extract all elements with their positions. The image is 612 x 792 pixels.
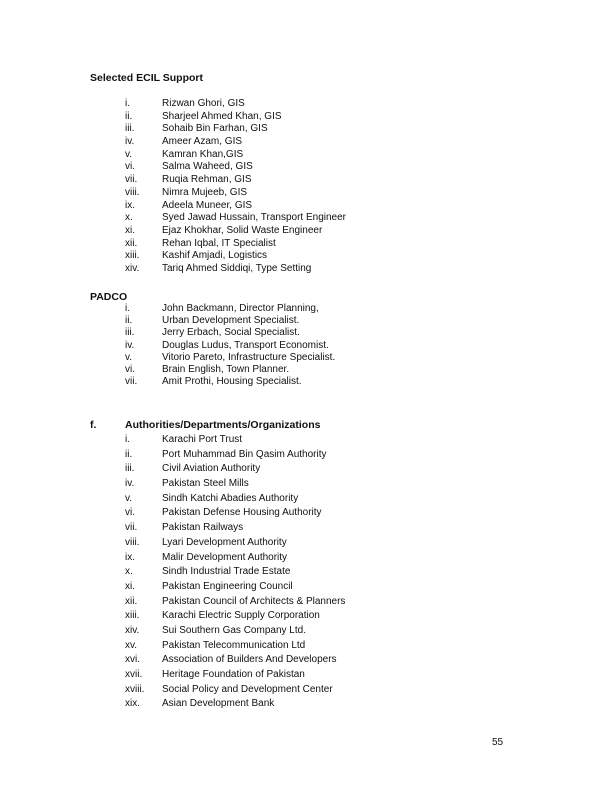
list-item-number: iv. bbox=[125, 136, 135, 148]
list-item bbox=[125, 200, 346, 213]
list-item-number: iii. bbox=[125, 327, 135, 339]
list-item-text: Civil Aviation Authority bbox=[162, 463, 261, 475]
list-item-number: x. bbox=[125, 212, 133, 224]
list-item-number: xiv. bbox=[125, 624, 140, 636]
list-item-number: vii. bbox=[125, 376, 138, 388]
list-item-number: i. bbox=[125, 98, 130, 109]
list-item-text: Nimra Mujeeb, GIS bbox=[162, 186, 248, 198]
list-item bbox=[125, 462, 345, 477]
list-item-number: ix. bbox=[125, 551, 135, 563]
list-item-text: Rehan Iqbal, IT Specialist bbox=[162, 237, 276, 249]
list-item-text: Adeela Muneer, GIS bbox=[162, 199, 253, 211]
list-item-text: Salma Waheed, GIS bbox=[162, 161, 253, 173]
list-item bbox=[125, 580, 345, 595]
list-item-number: iii. bbox=[125, 123, 135, 135]
list-item bbox=[125, 565, 345, 580]
list-item-text: Ameer Azam, GIS bbox=[162, 136, 243, 148]
padco-list bbox=[125, 303, 335, 388]
list-item-text: Ruqia Rehman, GIS bbox=[162, 174, 252, 186]
list-item bbox=[125, 376, 335, 388]
list-item bbox=[125, 327, 335, 339]
list-item-number: v. bbox=[125, 148, 133, 160]
list-item bbox=[125, 653, 345, 668]
list-item bbox=[125, 123, 346, 136]
list-item-number: viii. bbox=[125, 536, 140, 548]
list-item-text: Tariq Ahmed Siddiqi, Type Setting bbox=[162, 262, 312, 274]
list-item-number: xii. bbox=[125, 237, 138, 249]
list-item-text: Sindh Katchi Abadies Authority bbox=[162, 492, 299, 504]
list-item-number: vi. bbox=[125, 507, 135, 519]
section-heading-ecil: Selected ECIL Support bbox=[90, 72, 203, 84]
list-item-text: Sindh Industrial Trade Estate bbox=[162, 566, 291, 578]
list-item bbox=[125, 364, 335, 376]
list-item-text: Malir Development Authority bbox=[162, 551, 288, 563]
list-item-text: Heritage Foundation of Pakistan bbox=[162, 669, 305, 680]
list-item-number: x. bbox=[125, 566, 133, 578]
list-item bbox=[125, 149, 346, 162]
list-item bbox=[125, 697, 345, 712]
list-item-text: Ejaz Khokhar, Solid Waste Engineer bbox=[162, 224, 323, 236]
list-item bbox=[125, 225, 346, 238]
list-item-text: Pakistan Telecommunication Ltd bbox=[162, 639, 306, 651]
list-item-number: vi. bbox=[125, 161, 135, 173]
list-item-number: xiii. bbox=[125, 250, 140, 262]
list-item-number: vii. bbox=[125, 174, 138, 186]
list-item-number: ii. bbox=[125, 110, 133, 122]
list-item-text: Port Muhammad Bin Qasim Authority bbox=[162, 448, 327, 460]
list-item bbox=[125, 303, 335, 315]
list-item bbox=[125, 492, 345, 507]
list-item bbox=[125, 521, 345, 536]
list-item-text: Syed Jawad Hussain, Transport Engineer bbox=[162, 212, 346, 224]
list-item-text: Sohaib Bin Farhan, GIS bbox=[162, 123, 268, 135]
list-item bbox=[125, 161, 346, 174]
list-item bbox=[125, 477, 345, 492]
list-item bbox=[125, 238, 346, 251]
list-item bbox=[125, 536, 345, 551]
list-item-number: ix. bbox=[125, 199, 135, 211]
list-item-text: Rizwan Ghori, GIS bbox=[162, 98, 245, 109]
list-item-number: iii. bbox=[125, 463, 135, 475]
list-item-text: Karachi Electric Supply Corporation bbox=[162, 610, 320, 622]
list-item-number: xii. bbox=[125, 595, 138, 607]
list-item-text: Lyari Development Authority bbox=[162, 536, 287, 548]
list-item-text: Amit Prothi, Housing Specialist. bbox=[162, 376, 302, 388]
list-item bbox=[125, 595, 345, 610]
list-item-number: viii. bbox=[125, 186, 140, 198]
list-item-number: vii. bbox=[125, 522, 138, 534]
ecil-support-list bbox=[125, 98, 346, 276]
list-item-number: ii. bbox=[125, 448, 133, 460]
list-item-number: xvi. bbox=[125, 654, 140, 666]
list-item-number: v. bbox=[125, 492, 133, 504]
list-item-text: Pakistan Engineering Council bbox=[162, 580, 293, 592]
list-item-number: ii. bbox=[125, 315, 133, 327]
list-item bbox=[125, 506, 345, 521]
list-item bbox=[125, 174, 346, 187]
list-item bbox=[125, 551, 345, 566]
list-item-number: xviii. bbox=[125, 683, 145, 695]
list-item-number: i. bbox=[125, 434, 130, 445]
list-item bbox=[125, 609, 345, 624]
list-item-number: xi. bbox=[125, 224, 135, 236]
list-item-text: Urban Development Specialist. bbox=[162, 315, 300, 327]
list-item-text: Douglas Ludus, Transport Economist. bbox=[162, 339, 329, 351]
list-item-number: v. bbox=[125, 351, 133, 363]
section-heading-padco: PADCO bbox=[90, 291, 128, 303]
authorities-list bbox=[125, 433, 345, 712]
list-item-number: xvii. bbox=[125, 669, 143, 680]
list-item-number: xiii. bbox=[125, 610, 140, 622]
list-item-number: i. bbox=[125, 303, 130, 314]
list-item bbox=[125, 212, 346, 225]
list-item bbox=[125, 111, 346, 124]
section-heading-authorities: Authorities/Departments/Organizations bbox=[125, 419, 321, 431]
list-item bbox=[125, 250, 346, 263]
list-item-number: iv. bbox=[125, 478, 135, 490]
section-letter: f. bbox=[90, 419, 97, 431]
list-item-number: xv. bbox=[125, 639, 138, 651]
list-item-text: John Backmann, Director Planning, bbox=[162, 303, 319, 314]
list-item bbox=[125, 315, 335, 327]
list-item bbox=[125, 340, 335, 352]
list-item bbox=[125, 639, 345, 654]
list-item bbox=[125, 263, 346, 276]
list-item bbox=[125, 624, 345, 639]
list-item-number: xiv. bbox=[125, 262, 140, 274]
list-item-number: iv. bbox=[125, 339, 135, 351]
list-item-text: Kamran Khan,GIS bbox=[162, 148, 244, 160]
list-item bbox=[125, 187, 346, 200]
list-item-text: Pakistan Steel Mills bbox=[162, 478, 249, 490]
list-item bbox=[125, 433, 345, 448]
list-item-number: vi. bbox=[125, 363, 135, 375]
list-item-text: Association of Builders And Developers bbox=[162, 654, 337, 666]
list-item-text: Pakistan Defense Housing Authority bbox=[162, 507, 322, 519]
list-item-text: Asian Development Bank bbox=[162, 698, 275, 710]
list-item-text: Pakistan Council of Architects & Planners bbox=[162, 595, 346, 607]
list-item-text: Kashif Amjadi, Logistics bbox=[162, 250, 268, 262]
list-item bbox=[125, 352, 335, 364]
list-item-number: xi. bbox=[125, 580, 135, 592]
page-number: 55 bbox=[492, 737, 504, 748]
list-item-text: Jerry Erbach, Social Specialist. bbox=[162, 327, 300, 339]
list-item bbox=[125, 98, 346, 111]
list-item bbox=[125, 136, 346, 149]
list-item-text: Karachi Port Trust bbox=[162, 434, 243, 445]
list-item-text: Vitorio Pareto, Infrastructure Specialist. bbox=[162, 351, 336, 363]
list-item-text: Pakistan Railways bbox=[162, 522, 244, 534]
list-item-text: Brain English, Town Planner. bbox=[162, 363, 290, 375]
list-item-text: Sui Southern Gas Company Ltd. bbox=[162, 624, 306, 636]
list-item bbox=[125, 668, 345, 683]
list-item bbox=[125, 683, 345, 698]
list-item-text: Social Policy and Development Center bbox=[162, 683, 333, 695]
list-item-number: xix. bbox=[125, 698, 140, 710]
list-item bbox=[125, 448, 345, 463]
list-item-text: Sharjeel Ahmed Khan, GIS bbox=[162, 110, 282, 122]
